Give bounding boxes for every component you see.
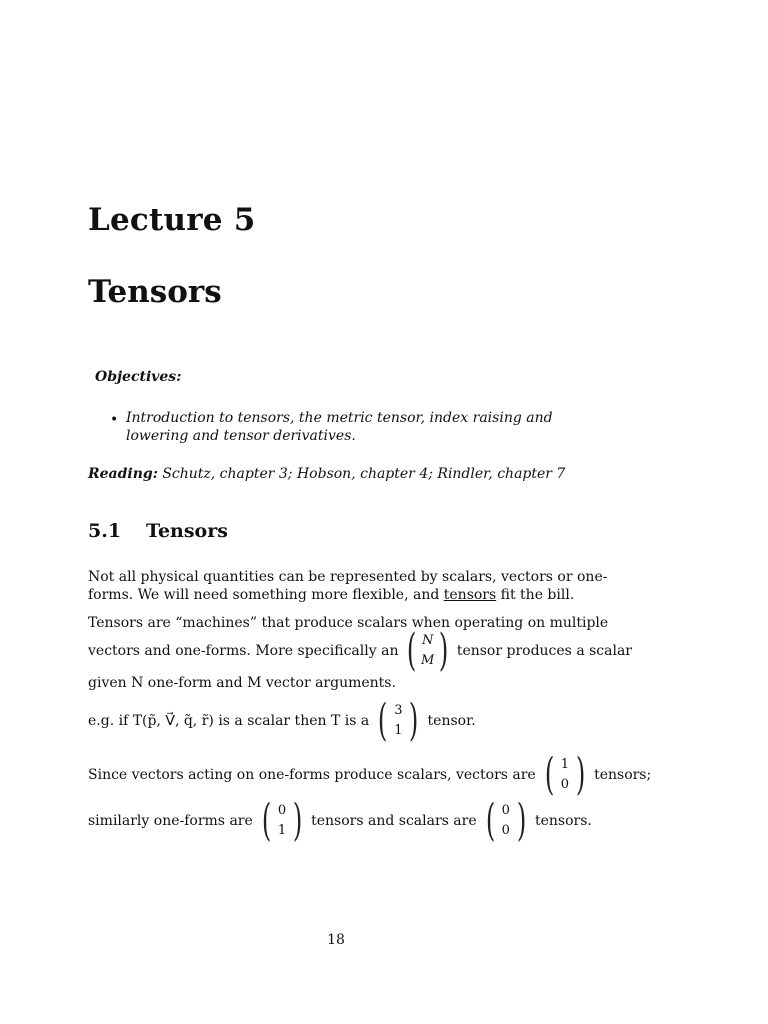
- para4-line: [88, 795, 592, 846]
- section-number: 5.1: [88, 520, 122, 542]
- para4-text-end: tensors.: [534, 813, 592, 829]
- section-heading: [88, 520, 228, 542]
- tensors-link[interactable]: tensors: [443, 587, 497, 603]
- tensor-lower-index: M: [420, 653, 435, 668]
- reading-label: Reading:: [88, 466, 158, 482]
- left-paren-icon: (: [261, 795, 272, 846]
- para2-line1: Tensors are “machines” that produce scalars when operating on multiple: [88, 615, 609, 631]
- para2-text: vectors and one-forms. More specifically an: [88, 643, 399, 659]
- tensor-upper-index: 0: [501, 803, 510, 818]
- tensor-lower-index: 0: [501, 823, 510, 838]
- right-paren-icon: ): [409, 695, 419, 746]
- left-paren-icon: (: [378, 695, 388, 746]
- reading-text: Schutz, chapter 3; Hobson, chapter 4; Rindler, chapter 7: [162, 466, 566, 482]
- chapter-title: Tensors: [88, 274, 222, 310]
- para2-text-end: tensor produces a scalar: [456, 643, 633, 659]
- para2-line2: [88, 625, 633, 676]
- tensor-lower-index: 1: [277, 823, 287, 838]
- tensor-upper-index: N: [421, 633, 434, 648]
- right-paren-icon: ): [438, 625, 448, 676]
- example-line: [88, 695, 476, 746]
- tensor-type-31: [374, 695, 422, 746]
- tensor-type-00: [482, 795, 530, 846]
- para1-line1: Not all physical quantities can be represented by scalars, vectors or one-: [88, 569, 608, 585]
- tensor-type-nm: [403, 625, 451, 676]
- para4-text: similarly one-forms are: [88, 813, 253, 829]
- example-text: e.g. if T(p̃, V⃗, q̃, r̃) is a scalar then T is a: [88, 713, 370, 729]
- left-paren-icon: (: [485, 795, 495, 846]
- para3-line: [88, 749, 652, 800]
- reading-line: [88, 466, 565, 482]
- right-paren-icon: ): [575, 749, 586, 800]
- tensor-lower-index: 0: [560, 777, 570, 792]
- left-paren-icon: (: [407, 625, 417, 676]
- left-paren-icon: (: [544, 749, 555, 800]
- tensor-upper-index: 0: [277, 803, 287, 818]
- para3-text: Since vectors acting on one-forms produce scalars, vectors are: [88, 767, 536, 783]
- bullet-icon: •: [110, 412, 119, 428]
- right-paren-icon: ): [516, 795, 527, 846]
- example-text-end: tensor.: [427, 713, 476, 729]
- page-number: 18: [327, 932, 345, 948]
- tensor-type-01: [258, 795, 306, 846]
- lecture-heading: Lecture 5: [88, 202, 256, 238]
- section-title: Tensors: [146, 520, 228, 542]
- para4-text-mid: tensors and scalars are: [311, 813, 477, 829]
- para1-text: forms. We will need something more flexible, and: [88, 587, 444, 603]
- tensor-upper-index: 3: [394, 703, 403, 718]
- tensor-upper-index: 1: [560, 757, 570, 772]
- tensor-type-10: [541, 749, 589, 800]
- para2-line3: given N one-form and M vector arguments.: [88, 675, 396, 691]
- objectives-label: Objectives:: [95, 369, 182, 385]
- para1-text-end: fit the bill.: [496, 587, 575, 603]
- para1-line2: [88, 587, 574, 603]
- right-paren-icon: ): [292, 795, 303, 846]
- objective-item: Introduction to tensors, the metric tensor, index raising and lowering and tensor derivatives.: [126, 410, 553, 444]
- para3-text-end: tensors;: [594, 767, 652, 783]
- tensor-lower-index: 1: [394, 723, 403, 738]
